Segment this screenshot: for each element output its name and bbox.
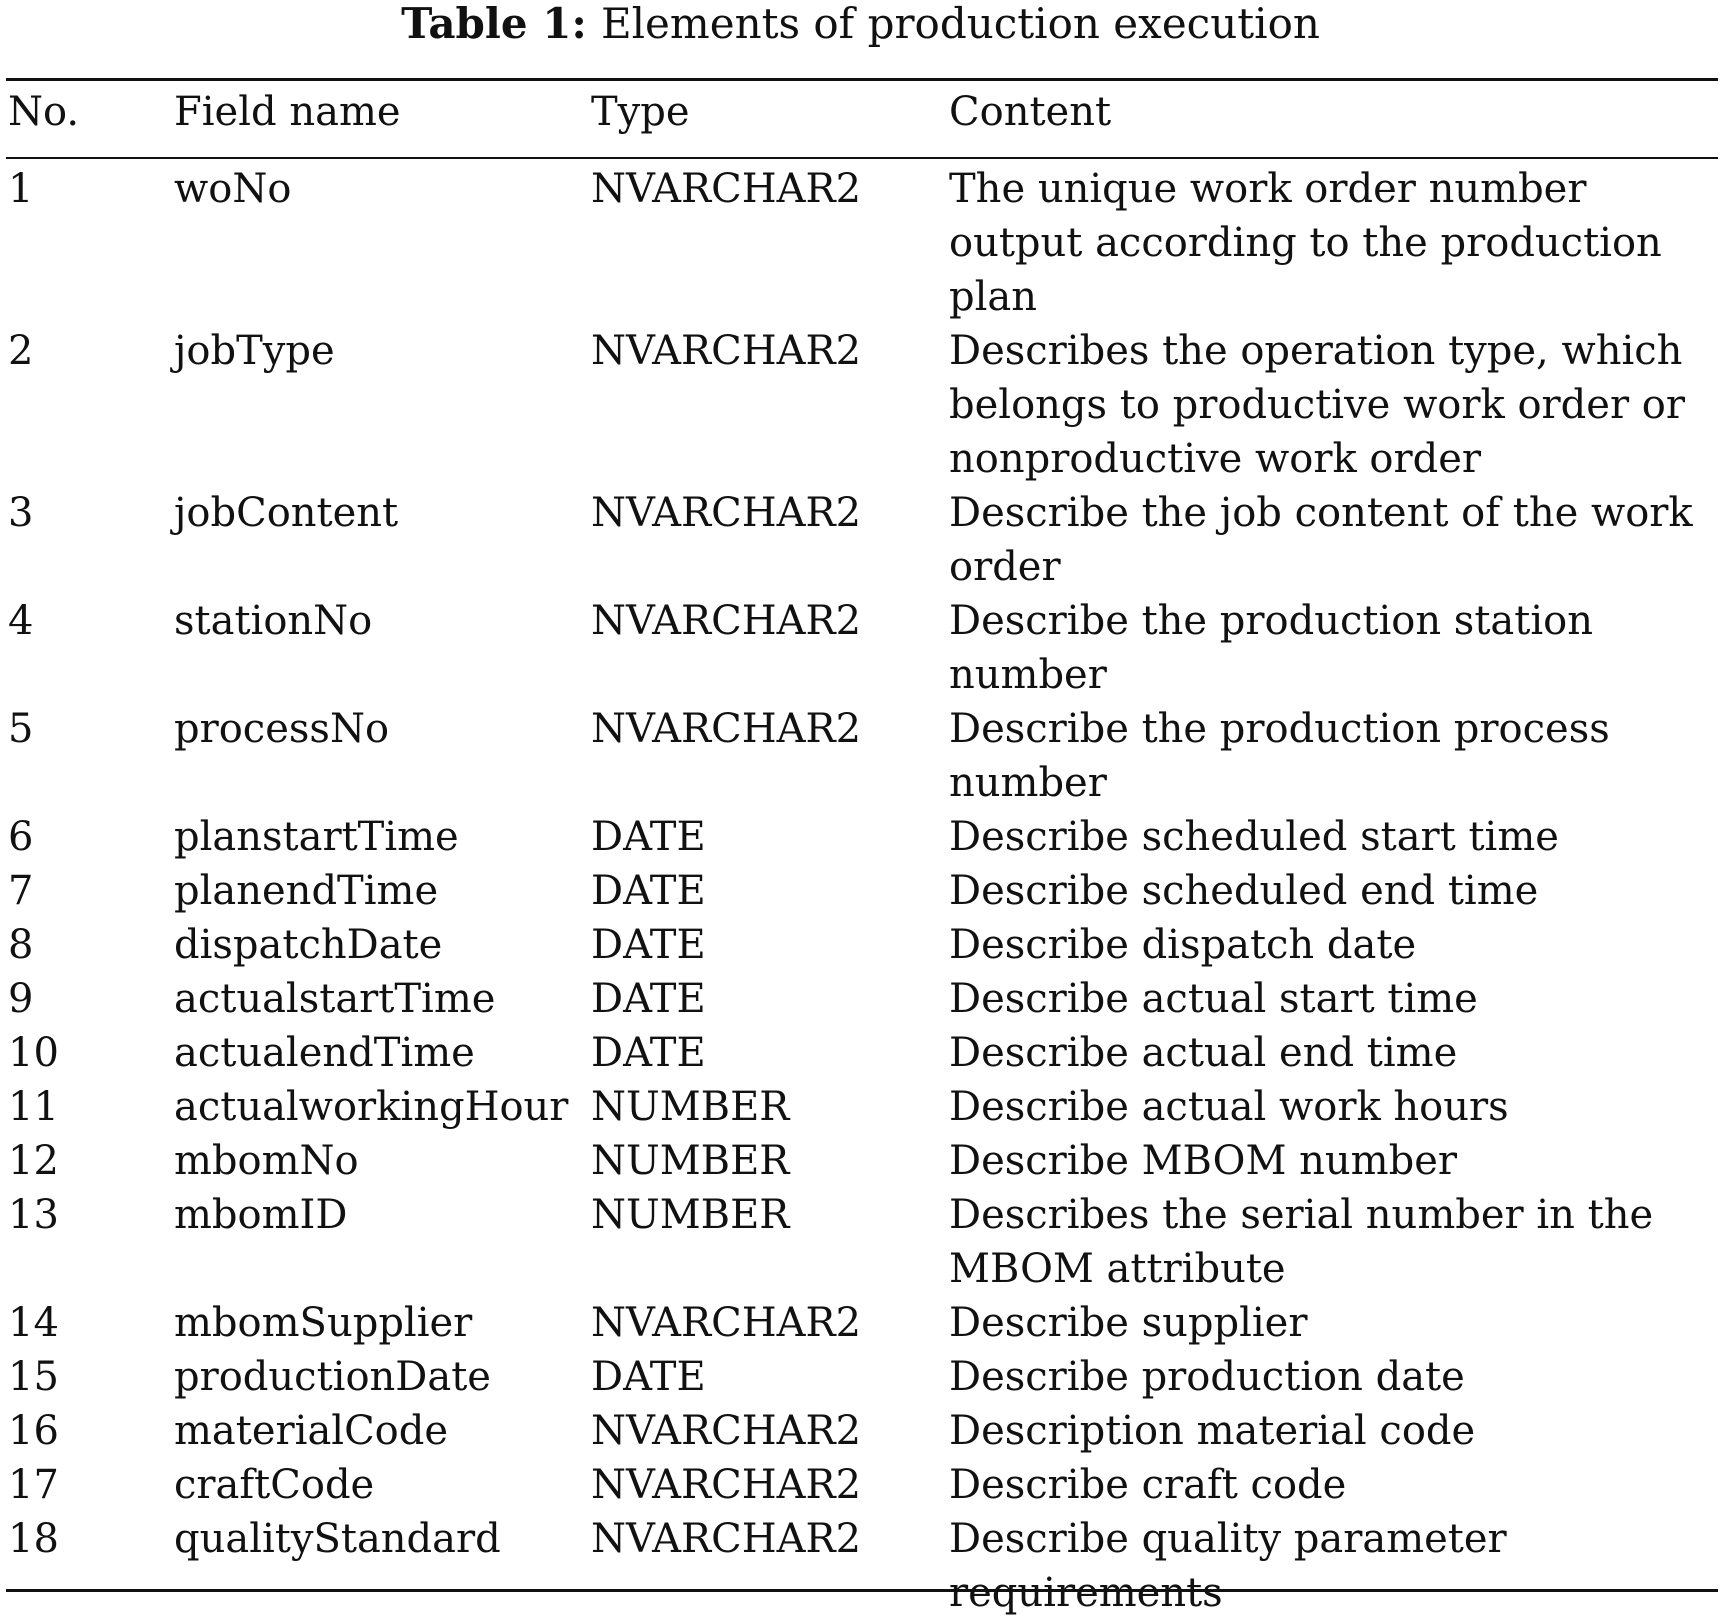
cell-type: NUMBER [591, 1084, 790, 1130]
cell-type: DATE [591, 1030, 706, 1076]
cell-field-name: qualityStandard [174, 1516, 501, 1562]
cell-content: Describe the production process number [949, 706, 1610, 806]
cell-type: DATE [591, 976, 706, 1022]
table-row [8, 1350, 1720, 1404]
header-spacer [8, 146, 1720, 162]
cell-no: 18 [8, 1516, 59, 1562]
cell-field-name: actualworkingHour [174, 1084, 569, 1130]
table-row [8, 1188, 1720, 1296]
table-row [8, 918, 1720, 972]
cell-type: DATE [591, 814, 706, 860]
cell-type: NVARCHAR2 [591, 1408, 862, 1454]
cell-field-name: craftCode [174, 1462, 375, 1508]
table-row [8, 972, 1720, 1026]
cell-field-name: mbomID [174, 1192, 348, 1238]
cell-no: 1 [8, 166, 34, 212]
cell-no: 9 [8, 976, 34, 1022]
cell-field-name: mbomNo [174, 1138, 359, 1184]
cell-no: 15 [8, 1354, 59, 1400]
cell-type: NVARCHAR2 [591, 166, 862, 212]
cell-content: Describe production date [949, 1354, 1465, 1400]
table-row [8, 324, 1720, 486]
cell-no: 17 [8, 1462, 59, 1508]
table-row [8, 864, 1720, 918]
table-row [8, 162, 1720, 324]
cell-field-name: jobType [174, 328, 335, 374]
table-caption [0, 0, 1721, 48]
cell-field-name: dispatchDate [174, 922, 443, 968]
cell-type: NUMBER [591, 1192, 790, 1238]
cell-field-name: mbomSupplier [174, 1300, 473, 1346]
cell-type: DATE [591, 922, 706, 968]
cell-field-name: materialCode [174, 1408, 449, 1454]
cell-type: NVARCHAR2 [591, 1462, 862, 1508]
cell-no: 4 [8, 598, 34, 644]
cell-type: NUMBER [591, 1138, 790, 1184]
table-header-row [8, 84, 1720, 146]
table-row [8, 810, 1720, 864]
cell-content: Describe quality parameter requirements [949, 1516, 1507, 1616]
cell-content: Describe scheduled start time [949, 814, 1559, 860]
table-row [8, 1404, 1720, 1458]
cell-type: NVARCHAR2 [591, 490, 862, 536]
table-row [8, 1458, 1720, 1512]
cell-field-name: productionDate [174, 1354, 491, 1400]
cell-field-name: actualstartTime [174, 976, 496, 1022]
cell-content: Describe craft code [949, 1462, 1347, 1508]
table-row [8, 1134, 1720, 1188]
cell-type: DATE [591, 868, 706, 914]
cell-content: The unique work order number output according to the production plan [949, 166, 1662, 320]
table-row [8, 486, 1720, 594]
cell-content: Describe dispatch date [949, 922, 1417, 968]
cell-no: 12 [8, 1138, 59, 1184]
production-elements-table [8, 84, 1720, 1620]
cell-content: Describe the job content of the work order [949, 490, 1693, 590]
caption-title: Elements of production execution [600, 0, 1320, 48]
cell-field-name: planstartTime [174, 814, 459, 860]
header-type: Type [591, 89, 690, 135]
cell-field-name: woNo [174, 166, 292, 212]
header-content: Content [949, 89, 1112, 135]
table-row [8, 1296, 1720, 1350]
header-no: No. [8, 89, 80, 135]
cell-field-name: jobContent [174, 490, 399, 536]
top-rule [6, 78, 1718, 81]
cell-type: NVARCHAR2 [591, 328, 862, 374]
cell-content: Describe MBOM number [949, 1138, 1457, 1184]
cell-content: Describe scheduled end time [949, 868, 1539, 914]
table-row [8, 594, 1720, 702]
cell-no: 5 [8, 706, 34, 752]
cell-type: NVARCHAR2 [591, 1516, 862, 1562]
cell-content: Describe supplier [949, 1300, 1308, 1346]
table-body [8, 162, 1720, 1620]
cell-field-name: actualendTime [174, 1030, 475, 1076]
cell-no: 7 [8, 868, 34, 914]
cell-content: Describe the production station number [949, 598, 1593, 698]
cell-field-name: planendTime [174, 868, 439, 914]
table-row [8, 1512, 1720, 1620]
cell-content: Describes the operation type, which belongs to productive work order or nonproductive work order [949, 328, 1685, 482]
cell-no: 8 [8, 922, 34, 968]
cell-content: Describes the serial number in the MBOM attribute [949, 1192, 1654, 1292]
cell-content: Description material code [949, 1408, 1476, 1454]
cell-no: 6 [8, 814, 34, 860]
cell-field-name: processNo [174, 706, 390, 752]
cell-no: 2 [8, 328, 34, 374]
cell-type: NVARCHAR2 [591, 1300, 862, 1346]
cell-no: 11 [8, 1084, 59, 1130]
cell-type: NVARCHAR2 [591, 706, 862, 752]
cell-no: 3 [8, 490, 34, 536]
cell-no: 14 [8, 1300, 59, 1346]
cell-no: 13 [8, 1192, 59, 1238]
caption-label: Table 1: [401, 0, 587, 48]
table-row [8, 702, 1720, 810]
table-row [8, 1026, 1720, 1080]
cell-content: Describe actual start time [949, 976, 1478, 1022]
cell-field-name: stationNo [174, 598, 373, 644]
header-field-name: Field name [174, 89, 401, 135]
cell-type: DATE [591, 1354, 706, 1400]
cell-content: Describe actual work hours [949, 1084, 1509, 1130]
cell-content: Describe actual end time [949, 1030, 1458, 1076]
cell-type: NVARCHAR2 [591, 598, 862, 644]
cell-no: 16 [8, 1408, 59, 1454]
cell-no: 10 [8, 1030, 59, 1076]
table-row [8, 1080, 1720, 1134]
